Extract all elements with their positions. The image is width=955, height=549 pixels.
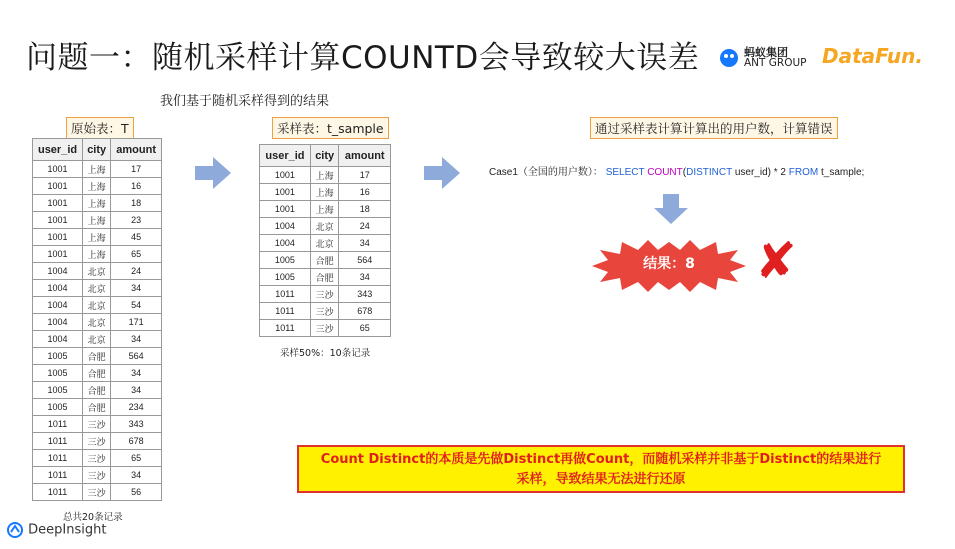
right-arrow-icon <box>424 157 460 189</box>
sample-table <box>259 144 391 337</box>
table-cell: 16 <box>339 184 391 201</box>
table-row <box>260 218 391 235</box>
table-cell: 23 <box>111 212 162 229</box>
table-cell: 合肥 <box>83 365 111 382</box>
table-cell: 343 <box>111 416 162 433</box>
original-table-header-row <box>33 139 162 161</box>
table-cell: 1001 <box>33 229 83 246</box>
table-cell: 564 <box>339 252 391 269</box>
table-row <box>33 263 162 280</box>
original-table <box>32 138 162 501</box>
table-cell: 16 <box>111 178 162 195</box>
sql-table: t_sample; <box>820 167 865 178</box>
sql-paren: ( <box>682 167 687 178</box>
table-row <box>260 269 391 286</box>
table-cell: 合肥 <box>83 348 111 365</box>
table-row <box>260 303 391 320</box>
deepinsight-icon <box>6 522 24 538</box>
table-cell: 65 <box>111 450 162 467</box>
table-cell: 合肥 <box>83 399 111 416</box>
table-cell: 1001 <box>33 178 83 195</box>
table-row <box>33 382 162 399</box>
column-header: amount <box>111 139 162 161</box>
table-cell: 北京 <box>310 235 339 252</box>
table-cell: 上海 <box>83 229 111 246</box>
table-cell: 上海 <box>310 167 339 184</box>
table-row <box>33 178 162 195</box>
table-cell: 678 <box>111 433 162 450</box>
table-cell: 1011 <box>33 467 83 484</box>
table-cell: 合肥 <box>83 382 111 399</box>
table-cell: 234 <box>111 399 162 416</box>
table-cell: 65 <box>111 246 162 263</box>
table-cell: 1001 <box>33 195 83 212</box>
table-cell: 34 <box>111 280 162 297</box>
table-row <box>260 167 391 184</box>
table-cell: 三沙 <box>83 416 111 433</box>
column-header: user_id <box>260 145 311 167</box>
sql-statement <box>489 163 864 178</box>
table-cell: 1004 <box>33 280 83 297</box>
table-cell: 1001 <box>260 201 311 218</box>
table-cell: 北京 <box>83 314 111 331</box>
table-cell: 上海 <box>83 178 111 195</box>
table-cell: 1011 <box>260 320 311 337</box>
column-header: city <box>310 145 339 167</box>
table-cell: 三沙 <box>83 484 111 501</box>
table-cell: 1011 <box>260 303 311 320</box>
table-cell: 1004 <box>33 314 83 331</box>
table-cell: 1004 <box>33 263 83 280</box>
table-cell: 34 <box>339 235 391 252</box>
table-cell: 上海 <box>83 246 111 263</box>
down-arrow-icon <box>654 194 688 224</box>
table-cell: 三沙 <box>310 286 339 303</box>
deepinsight-logo <box>6 522 106 538</box>
datafun-logo: DataFun. <box>822 44 923 68</box>
table-cell: 34 <box>111 331 162 348</box>
table-cell: 1011 <box>33 433 83 450</box>
sql-distinct: DISTINCT <box>686 167 733 178</box>
table-row <box>33 331 162 348</box>
table-cell: 34 <box>339 269 391 286</box>
table-cell: 三沙 <box>83 450 111 467</box>
table-cell: 上海 <box>83 212 111 229</box>
table-row <box>33 246 162 263</box>
table-cell: 1011 <box>33 484 83 501</box>
table-row <box>33 416 162 433</box>
conclusion-note <box>297 445 905 493</box>
conclusion-line-2: 采样，导致结果无法进行还原 <box>516 472 686 487</box>
sql-count: COUNT <box>647 167 683 178</box>
table-cell: 上海 <box>83 195 111 212</box>
table-row <box>260 184 391 201</box>
column-header: city <box>83 139 111 161</box>
table-cell: 1001 <box>260 167 311 184</box>
table-cell: 1001 <box>33 161 83 178</box>
table-row <box>260 252 391 269</box>
table-cell: 34 <box>111 467 162 484</box>
table-cell: 24 <box>339 218 391 235</box>
table-cell: 上海 <box>310 201 339 218</box>
table-row <box>33 433 162 450</box>
table-row <box>33 314 162 331</box>
table-cell: 1001 <box>33 212 83 229</box>
table-cell: 1011 <box>33 450 83 467</box>
computation-label: 通过采样表计算计算出的用户数，计算错误 <box>590 117 838 139</box>
table-cell: 三沙 <box>83 467 111 484</box>
table-cell: 1001 <box>260 184 311 201</box>
table-cell: 1004 <box>33 331 83 348</box>
table-cell: 北京 <box>83 297 111 314</box>
table-cell: 1004 <box>260 218 311 235</box>
table-cell: 54 <box>111 297 162 314</box>
column-header: amount <box>339 145 391 167</box>
table-cell: 17 <box>111 161 162 178</box>
original-table-footer: 总共20条记录 <box>63 512 123 523</box>
sample-table-header-row <box>260 145 391 167</box>
slide-subtitle: 我们基于随机采样得到的结果 <box>160 94 330 109</box>
table-cell: 24 <box>111 263 162 280</box>
table-cell: 18 <box>339 201 391 218</box>
sample-table-footer: 采样50%：10条记录 <box>280 348 371 359</box>
table-row <box>33 399 162 416</box>
sql-mid: user_id) * 2 <box>734 167 786 178</box>
slide-title: 问题一：随机采样计算COUNTD会导致较大误差 <box>26 40 700 76</box>
table-cell: 45 <box>111 229 162 246</box>
table-row <box>33 365 162 382</box>
table-cell: 合肥 <box>310 269 339 286</box>
sample-table-label: 采样表：t_sample <box>272 117 389 139</box>
original-table-label: 原始表：T <box>66 117 134 139</box>
table-row <box>33 161 162 178</box>
table-cell: 三沙 <box>310 303 339 320</box>
sql-from: FROM <box>788 167 819 178</box>
table-row <box>260 235 391 252</box>
table-cell: 1001 <box>33 246 83 263</box>
table-row <box>33 467 162 484</box>
table-cell: 北京 <box>83 331 111 348</box>
table-row <box>33 212 162 229</box>
table-cell: 34 <box>111 382 162 399</box>
table-cell: 1011 <box>260 286 311 303</box>
table-cell: 1011 <box>33 416 83 433</box>
deepinsight-name: DeepInsight <box>28 522 107 538</box>
table-row <box>33 484 162 501</box>
ant-icon <box>718 46 740 68</box>
table-cell: 564 <box>111 348 162 365</box>
table-cell: 北京 <box>83 280 111 297</box>
table-cell: 56 <box>111 484 162 501</box>
table-row <box>33 348 162 365</box>
ant-brand-cn: 蚂蚁集团 <box>744 46 788 59</box>
table-row <box>260 320 391 337</box>
table-cell: 三沙 <box>83 433 111 450</box>
table-cell: 17 <box>339 167 391 184</box>
sample-table-body <box>260 167 391 337</box>
table-row <box>33 229 162 246</box>
table-cell: 合肥 <box>310 252 339 269</box>
table-cell: 北京 <box>83 263 111 280</box>
table-cell: 1005 <box>260 252 311 269</box>
table-cell: 34 <box>111 365 162 382</box>
table-cell: 1005 <box>33 348 83 365</box>
table-cell: 三沙 <box>310 320 339 337</box>
ant-brand-en: ANT GROUP <box>744 57 807 69</box>
conclusion-line-1: Count Distinct的本质是先做Distinct再做Count，而随机采样并非基于Distinct的结果进行 <box>320 452 882 467</box>
table-cell: 1004 <box>33 297 83 314</box>
table-cell: 65 <box>339 320 391 337</box>
table-row <box>33 450 162 467</box>
right-arrow-icon <box>195 157 231 189</box>
table-cell: 1005 <box>260 269 311 286</box>
table-cell: 171 <box>111 314 162 331</box>
table-cell: 上海 <box>83 161 111 178</box>
table-cell: 343 <box>339 286 391 303</box>
table-cell: 1005 <box>33 399 83 416</box>
column-header: user_id <box>33 139 83 161</box>
table-row <box>33 195 162 212</box>
table-row <box>260 286 391 303</box>
original-table-body <box>33 161 162 501</box>
sql-select: SELECT <box>605 167 645 178</box>
table-row <box>260 201 391 218</box>
sql-prefix: Case1（全国的用户数）： <box>489 167 603 178</box>
table-cell: 1004 <box>260 235 311 252</box>
table-row <box>33 297 162 314</box>
table-cell: 北京 <box>310 218 339 235</box>
table-cell: 678 <box>339 303 391 320</box>
wrong-cross-icon: ✘ <box>755 232 797 290</box>
table-cell: 1005 <box>33 382 83 399</box>
table-cell: 18 <box>111 195 162 212</box>
table-row <box>33 280 162 297</box>
table-cell: 1005 <box>33 365 83 382</box>
result-value: 结果：8 <box>643 256 695 272</box>
table-cell: 上海 <box>310 184 339 201</box>
